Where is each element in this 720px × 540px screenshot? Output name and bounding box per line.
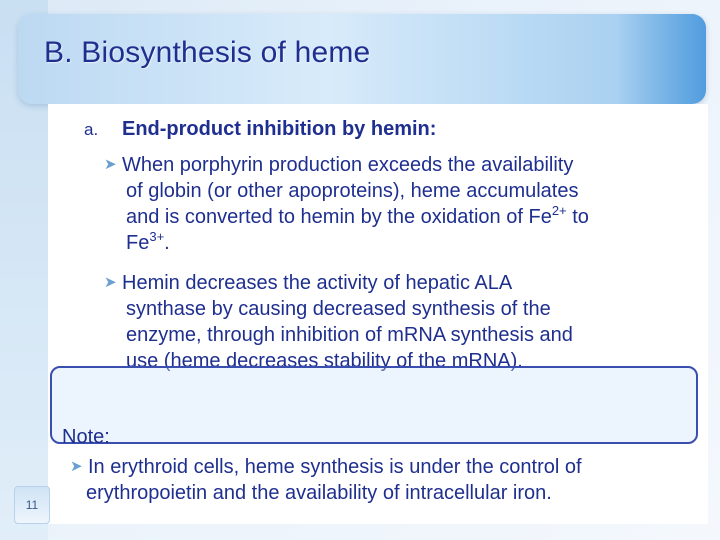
note-line-1: ➤ In erythroid cells, heme synthesis is under the control of bbox=[70, 456, 582, 478]
bullet-1 bbox=[104, 152, 694, 256]
page-title: B. Biosynthesis of heme bbox=[44, 36, 371, 69]
bullet-2-line-4: use (heme decreases stability of the mRNA). bbox=[126, 350, 523, 372]
section-heading-text: End-product inhibition by hemin: bbox=[122, 118, 437, 140]
section-marker: a. bbox=[84, 120, 99, 139]
section-heading bbox=[84, 118, 436, 141]
title-accent bbox=[616, 14, 706, 104]
bullet-2-line-3: enzyme, through inhibition of mRNA synthesis and bbox=[126, 324, 573, 346]
bullet-arrow-icon: ➤ bbox=[104, 274, 117, 291]
superscript-3plus: 3+ bbox=[149, 229, 165, 244]
bullet-1-line-3: and is converted to hemin by the oxidation of $Fe^{2+}$ to bbox=[126, 203, 589, 228]
note-text bbox=[70, 454, 700, 506]
note-box bbox=[50, 366, 698, 444]
bullet-arrow-icon: ➤ bbox=[104, 156, 117, 173]
bullet-arrow-icon: ➤ bbox=[70, 458, 83, 475]
bullet-2-line-2: synthase by causing decreased synthesis of the bbox=[126, 298, 551, 320]
bullet-1-line-2: of globin (or other apoproteins), heme accumulates bbox=[126, 180, 579, 202]
note-line-2: erythropoietin and the availability of intracellular iron. bbox=[86, 482, 552, 504]
note-label: Note: bbox=[62, 426, 110, 448]
bullet-1-line-4: $Fe^{3+}$. bbox=[126, 229, 170, 254]
bullet-1-line-1: ➤ When porphyrin production exceeds the availability bbox=[104, 154, 574, 176]
page-number: 11 bbox=[14, 486, 50, 524]
superscript-2plus: 2+ bbox=[551, 203, 567, 218]
bullet-2 bbox=[104, 270, 694, 374]
bullet-2-line-1: ➤ Hemin decreases the activity of hepatic ALA bbox=[104, 272, 513, 294]
